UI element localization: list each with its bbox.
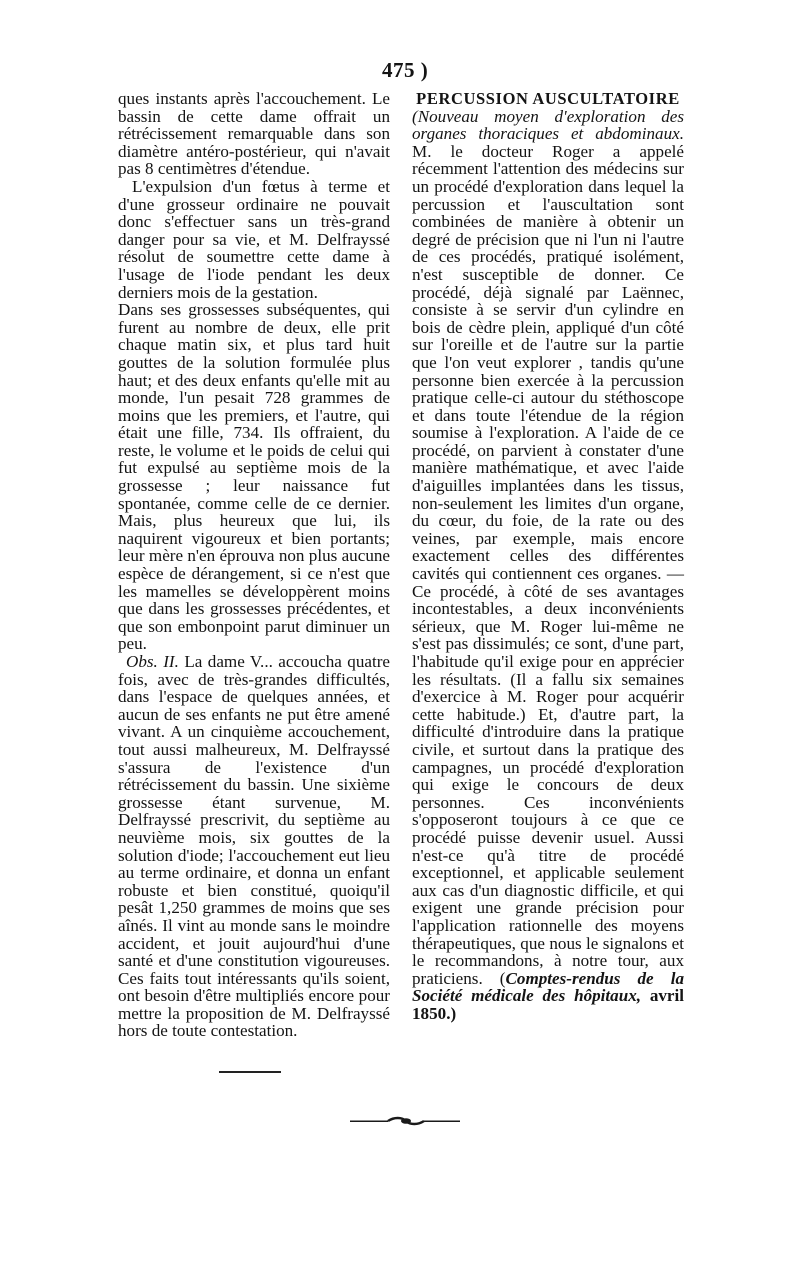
page-number: 475 )	[382, 58, 429, 82]
right-column	[412, 90, 684, 1022]
source-date: avril 1850.)	[412, 986, 684, 1023]
paragraph-iodine-treatment: L'expulsion d'un fœtus à terme et d'une grosseur ordinaire ne pouvait donc s'effectuer sans un très-grand danger pour sa vie, et M. Delfrayssé résolut de soumettre cette dame à l'usage de l'iode pendant les deux derniers mois de la gestation.	[118, 176, 390, 302]
section-heading: PERCUSSION AUSCULTATOIRE	[416, 89, 680, 108]
observation-label: Obs. II.	[126, 652, 179, 671]
column-end-rule	[219, 1071, 281, 1073]
paragraph-auscultatory-percussion	[412, 108, 684, 1023]
paragraph-subsequent-pregnancies: Dans ses grossesses subséquentes, qui furent au nombre de deux, elle prit chaque matin six, et plus tard huit gouttes de la solution formulée plus haut; et des deux enfants qu'elle mit au monde, l'un pesait 728 grammes de moins que les premiers, et l'autre, qui était une fille, 734. Ils offraient, du reste, le volume et le poids de celui qui fut expulsé au septième mois de la grossesse ; leur naissance fut spontanée, comme celle de ce dernier. Mais, plus heureux que lui, ils naquirent vigoureux et bien portants; leur mère n'en éprouva non plus aucune espèce de dérangement, si ce n'est que les mamelles se développèrent moins que dans les grossesses précédentes, et que son embonpoint parut diminuer un peu.	[118, 300, 390, 654]
paragraph-observation-two	[118, 653, 390, 1040]
left-column	[118, 90, 390, 1040]
section-body: M. le docteur Roger a appelé récemment l'attention des médecins sur un procédé d'exploration dans lequel la percussion et l'auscultation sont combinées de manière à obtenir un degré de précision que ni l'un ni l'autre de ces procédés, pratiqué isolément, n'est susceptible de donner. Ce procédé, déjà signalé par Laënnec, consiste à se servir d'un cylindre en bois de cèdre plein, appliqué d'un côté sur l'oreille et de l'autre sur la partie que l'on veut explorer , tandis qu'une personne bien exercée à la percussion pratique celle-ci autour du stéthoscope et dans toute l'étendue de la région soumise à l'exploration. A l'aide de ce procédé, on parvient à constater d'une manière mathématique, et avec l'aide d'aiguilles implantées dans les tissus, non-seulement les limites d'un organe, du cœur, du foie, de la rate ou des veines, par exemple, mais encore exactement celles des différentes cavités qui contiennent ces organes. — Ce procédé, à côté de ses avantages incontestables, a deux inconvénients sérieux, que M. Roger lui-même ne s'est pas dissimulés; ce sont, d'une part, l'habitude qu'il exige pour en apprécier les résultats. (Il a fallu six semaines d'exercice à M. Roger pour acquérir cette habitude.) Et, d'autre part, la difficulté d'introduire dans la pratique civile, et surtout dans la pratique des campagnes, un procédé d'exploration qui exige le concours de deux personnes. Ces inconvénients s'opposeront toujours à ce que ce procédé puisse devenir usuel. Aussi n'est-ce qu'à titre de procédé exceptionnel, et applicable seulement aux cas d'un diagnostic difficile, et qui exigent une grande précision pour l'application rationnelle des moyens thérapeutiques, que nous le signalons et le recommandons, à notre tour, aux praticiens. (	[412, 141, 684, 988]
observation-text: La dame V... accoucha quatre fois, avec de très-grandes difficultés, dans l'espace de quelques années, et aucun de ses enfants ne put être amené vivant. A un cinquième accouchement, tout aussi malheureux, M. Delfrayssé s'assura de l'existence d'un rétrécissement du bassin. Une sixième grossesse étant survenue, M. Delfrayssé prescrivit, du septième au neuvième mois, six gouttes de la solution d'iode; l'accouchement eut lieu au terme ordinaire, et donna un enfant robuste et bien constitué, quoiqu'il pesât 1,250 grammes de moins que ses aînés. Il vint au monde sans le moindre accident, et jouit aujourd'hui d'une santé et d'une constitution vigoureuses. Ces faits tout intéressants qu'ils soient, ont besoin d'être multipliés encore pour mettre la proposition de M. Delfrayssé hors de toute contestation.	[118, 652, 390, 1041]
section-subtitle: (Nouveau moyen d'exploration des organes thoraciques et abdominaux.	[412, 106, 684, 144]
end-ornament-divider	[350, 1116, 460, 1126]
paragraph-pelvis-description: ques instants après l'accouchement. Le bassin de cette dame offrait un rétrécissement remarquable dans son diamètre antéro-postérieur, qui n'avait pas 8 centimètres d'étendue.	[118, 89, 390, 179]
source-citation: Comptes-rendus de la Société médicale des hôpitaux,	[412, 968, 685, 1006]
